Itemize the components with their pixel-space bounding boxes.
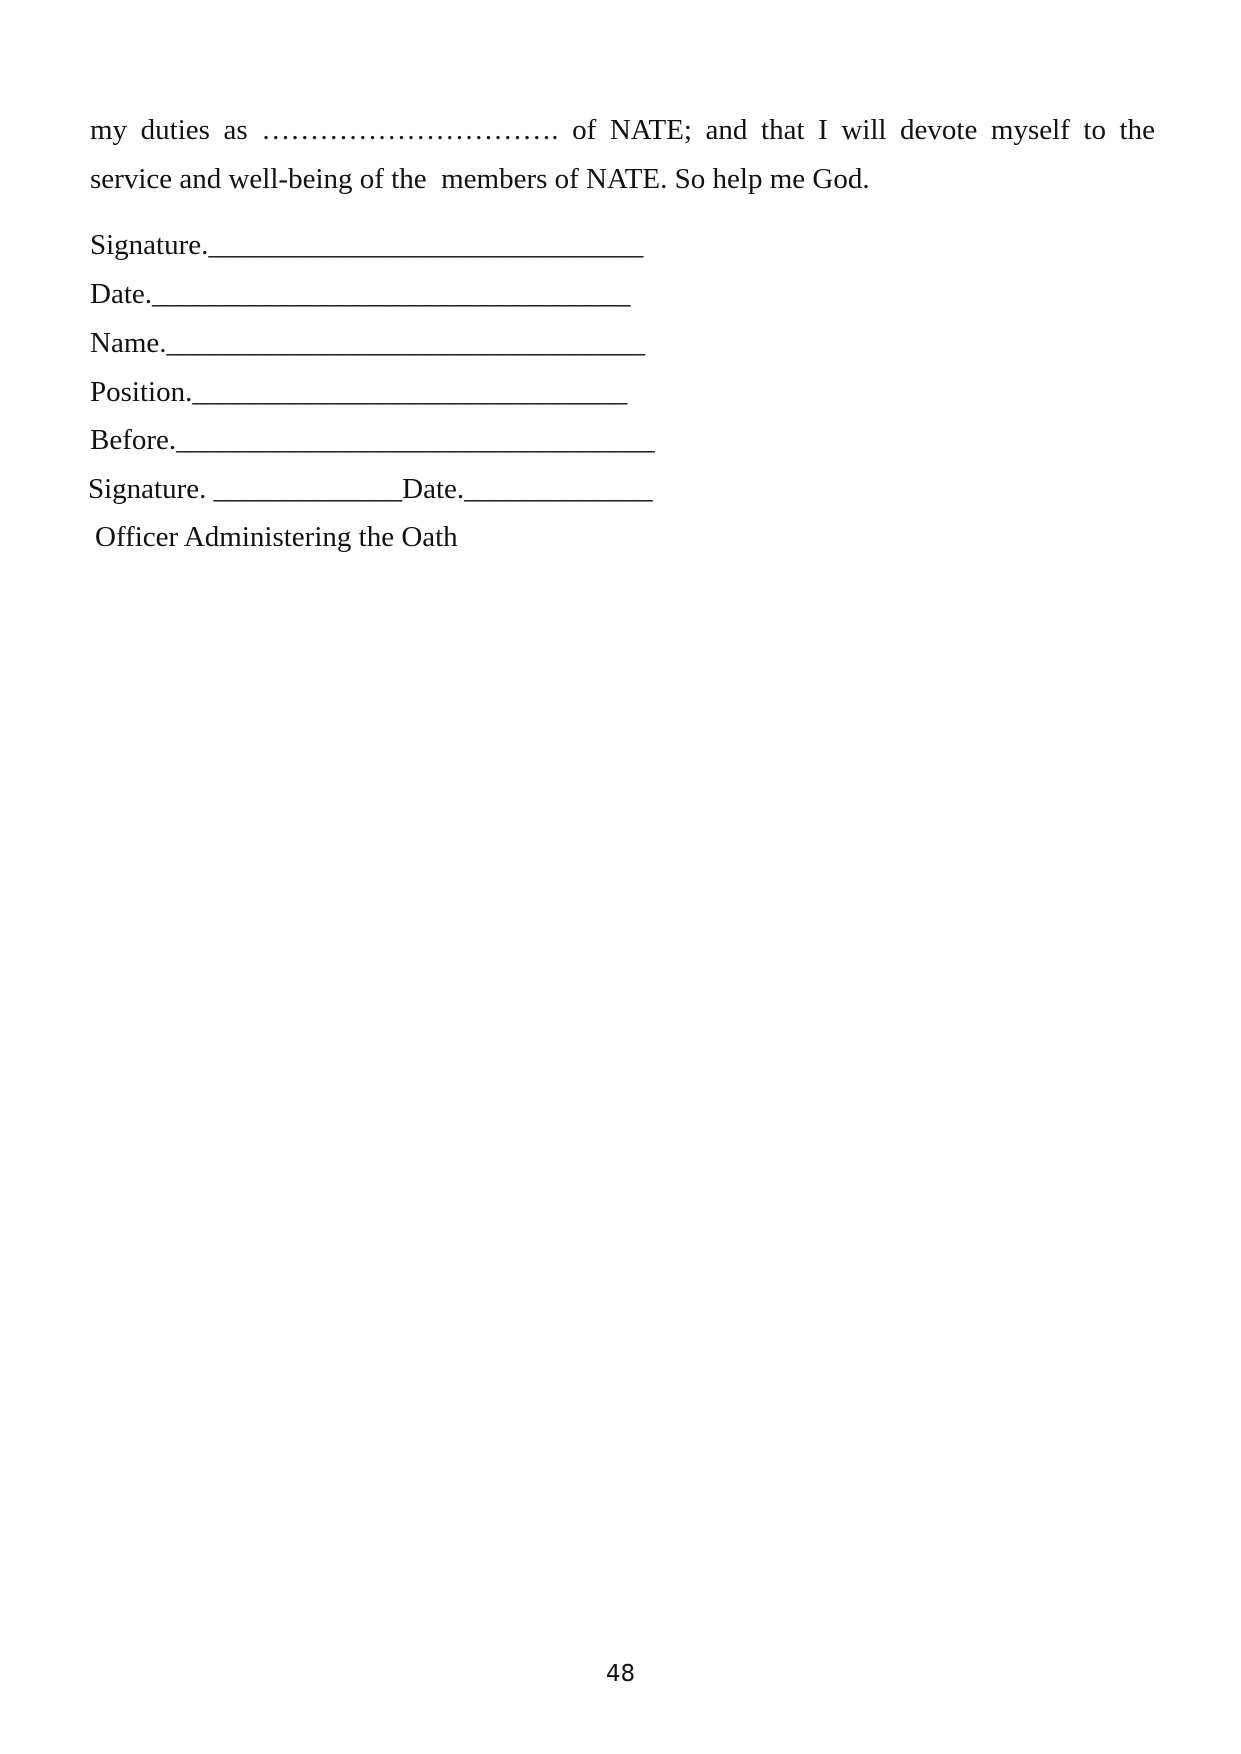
oath-paragraph xyxy=(90,106,1155,204)
before-field: Before._________________________________ xyxy=(90,424,655,456)
signature-field: Signature.______________________________ xyxy=(90,229,644,261)
name-field: Name._________________________________ xyxy=(90,327,645,359)
date-field: Date._________________________________ xyxy=(90,278,631,310)
oath-paragraph-line-2: service and well-being of the members of NATE. So help me God. xyxy=(90,163,870,195)
position-field: Position.______________________________ xyxy=(90,376,628,408)
officer-caption: Officer Administering the Oath xyxy=(95,521,458,553)
oath-paragraph-line-1: my duties as …………………………. of NATE; and that I will devote myself to the xyxy=(90,114,1155,146)
officer-signature-date-field: Signature. _____________Date._____________ xyxy=(88,473,653,505)
page-number: 48 xyxy=(605,1661,636,1687)
